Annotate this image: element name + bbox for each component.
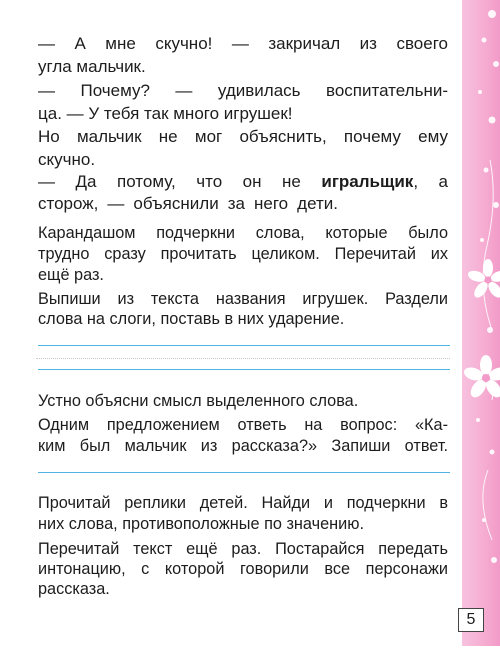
task-line: ещё раз.	[38, 266, 104, 284]
story-line: — Почему? — удивилась воспитательни-	[38, 81, 448, 100]
task-line: слова на слоги, поставь в них ударение.	[38, 310, 345, 328]
task-line: трудно сразу прочитать целиком. Перечитай их	[38, 245, 448, 263]
task-line: ким был мальчик из рассказа?» Запиши ответ.	[38, 437, 448, 455]
story-line: сторож, — объяснили за него дети.	[38, 194, 338, 213]
story-line: угла мальчик.	[38, 57, 146, 76]
story-line: Но мальчик не мог объяснить, почему ему	[38, 127, 448, 146]
answer-line[interactable]	[38, 369, 450, 370]
task-line: Прочитай реплики детей. Найди и подчеркни в	[38, 494, 448, 512]
flower-decoration-icon	[462, 0, 500, 646]
task-line: интонацию, с которой говорили все персонажи	[38, 560, 448, 578]
task-line: Выпиши из текста названия игрушек. Раздели	[38, 290, 448, 308]
decorative-side-band	[462, 0, 500, 646]
task-line: Перечитай текст ещё раз. Постарайся передать	[38, 540, 448, 558]
story-line: — А мне скучно! — закричал из своего	[38, 34, 448, 53]
answer-line[interactable]	[38, 472, 450, 473]
task-line: Карандашом подчеркни слова, которые было	[38, 224, 448, 242]
story-line: скучно.	[38, 150, 96, 169]
separator	[36, 358, 450, 359]
highlighted-word: игральщик	[321, 172, 414, 191]
page-number: 5	[458, 608, 484, 632]
story-line	[38, 171, 448, 193]
story-line: ца. — У тебя так много игрушек!	[38, 104, 293, 123]
task-line: рассказа.	[38, 580, 110, 598]
answer-line[interactable]	[38, 345, 450, 346]
story-text: , а	[413, 172, 449, 191]
task-line: Устно объясни смысл выделенного слова.	[38, 392, 359, 410]
task-line: них слова, противоположные по значению.	[38, 515, 364, 533]
story-text: — Да потому, что он не	[38, 172, 322, 191]
task-line: Одним предложением ответь на вопрос: «Ка-	[38, 416, 448, 434]
